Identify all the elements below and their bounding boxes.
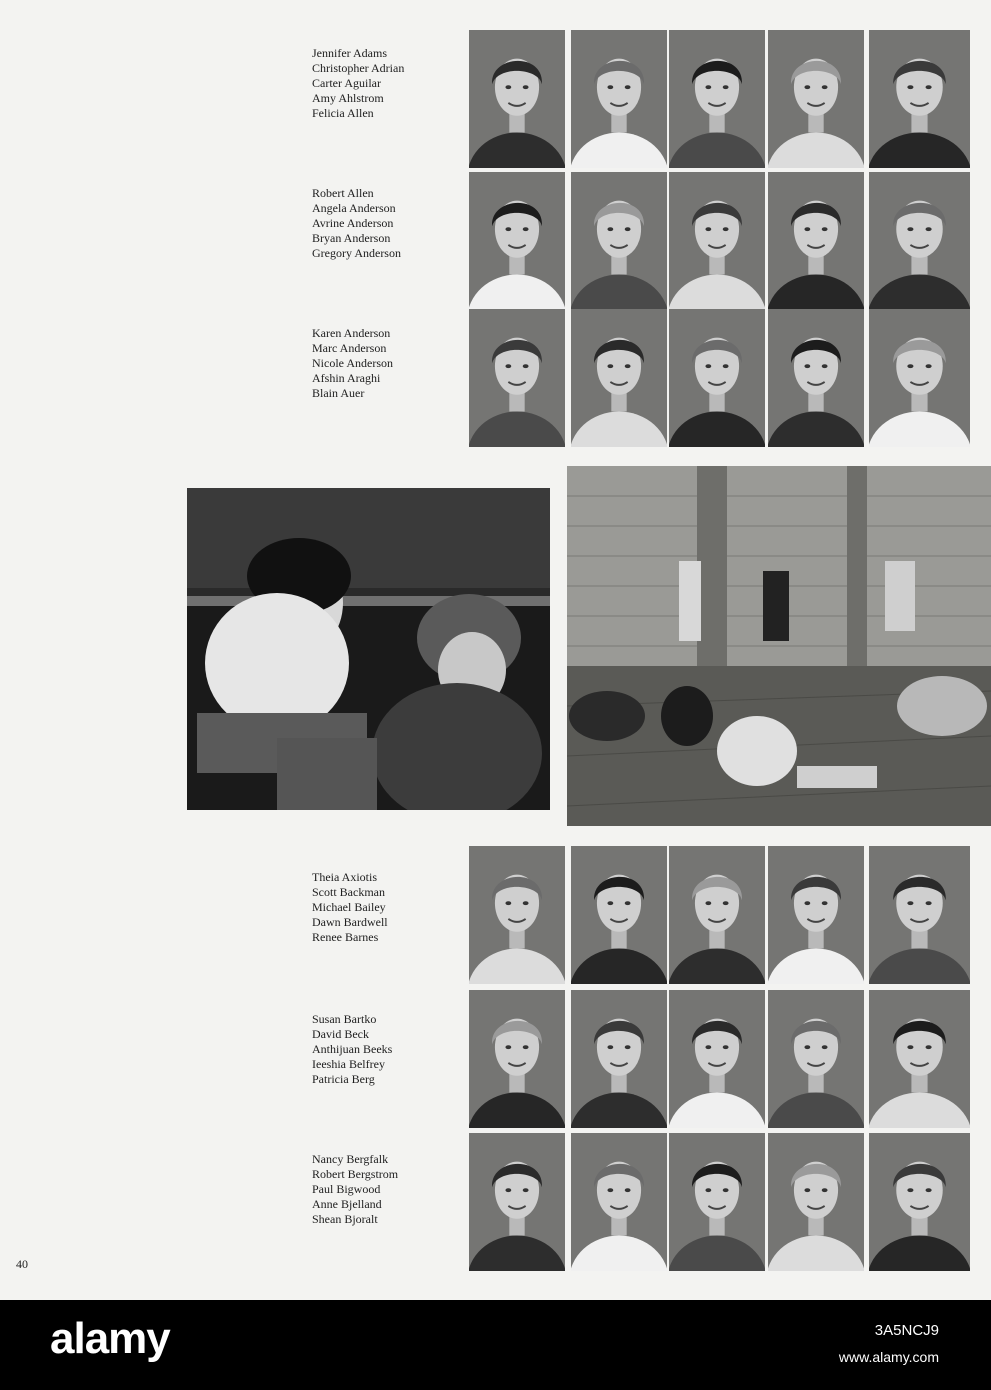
student-name: Ieeshia Belfrey [312, 1057, 385, 1071]
student-portrait [869, 309, 970, 447]
student-name: Shean Bjoralt [312, 1212, 378, 1226]
student-name: Scott Backman [312, 885, 385, 899]
student-portrait [669, 1133, 765, 1271]
student-name: Susan Bartko [312, 1012, 377, 1026]
student-portrait [768, 172, 864, 310]
student-name: Gregory Anderson [312, 246, 401, 260]
student-name: Renee Barnes [312, 930, 379, 944]
student-portrait [469, 30, 565, 168]
student-name: Blain Auer [312, 386, 365, 400]
image-reference [839, 1322, 939, 1365]
student-name: David Beck [312, 1027, 369, 1041]
student-name: Carter Aguilar [312, 76, 381, 90]
student-portrait [669, 30, 765, 168]
name-list [312, 870, 462, 945]
brand-logo: alamy [50, 1314, 170, 1363]
student-portrait [869, 30, 970, 168]
site-url: www.alamy.com [838, 1349, 939, 1365]
student-name: Nancy Bergfalk [312, 1152, 389, 1166]
student-portrait [571, 1133, 667, 1271]
candid-photo-classroom [187, 488, 550, 810]
student-name: Anthijuan Beeks [312, 1042, 393, 1056]
student-name: Bryan Anderson [312, 231, 391, 245]
student-portrait [469, 309, 565, 447]
image-id: 3A5NCJ9 [874, 1322, 939, 1339]
student-portrait [469, 990, 565, 1128]
student-name: Jennifer Adams [312, 46, 387, 60]
student-name: Karen Anderson [312, 326, 391, 340]
student-name: Michael Bailey [312, 900, 386, 914]
student-portrait [469, 846, 565, 984]
student-name: Anne Bjelland [312, 1197, 382, 1211]
student-portrait [669, 990, 765, 1128]
student-portrait [869, 846, 970, 984]
student-name: Amy Ahlstrom [312, 91, 384, 105]
student-name: Nicole Anderson [312, 356, 393, 370]
student-portrait [571, 990, 667, 1128]
student-portrait [669, 846, 765, 984]
student-name: Marc Anderson [312, 341, 387, 355]
student-portrait [768, 846, 864, 984]
student-portrait [869, 1133, 970, 1271]
student-portrait [669, 172, 765, 310]
student-name: Patricia Berg [312, 1072, 375, 1086]
candid-photo-gym [567, 466, 991, 826]
student-name: Avrine Anderson [312, 216, 394, 230]
page-number: 40 [16, 1257, 28, 1271]
student-portrait [669, 309, 765, 447]
student-portrait [571, 30, 667, 168]
student-portrait [571, 846, 667, 984]
student-name: Felicia Allen [312, 106, 374, 120]
name-list [312, 326, 462, 401]
name-list [312, 186, 462, 261]
name-list [312, 1152, 462, 1227]
name-list [312, 46, 462, 121]
student-name: Robert Allen [312, 186, 374, 200]
student-name: Dawn Bardwell [312, 915, 388, 929]
student-portrait [469, 172, 565, 310]
footer-bar [0, 1300, 991, 1390]
student-name: Paul Bigwood [312, 1182, 381, 1196]
student-name: Robert Bergstrom [312, 1167, 399, 1181]
student-portrait [571, 172, 667, 310]
student-portrait [571, 309, 667, 447]
student-portrait [768, 309, 864, 447]
student-portrait [869, 990, 970, 1128]
student-name: Angela Anderson [312, 201, 396, 215]
student-portrait [768, 30, 864, 168]
student-name: Afshin Araghi [312, 371, 381, 385]
student-portrait [469, 1133, 565, 1271]
student-portrait [768, 1133, 864, 1271]
name-list [312, 1012, 462, 1087]
student-name: Theia Axiotis [312, 870, 377, 884]
student-portrait [768, 990, 864, 1128]
student-portrait [869, 172, 970, 310]
student-name: Christopher Adrian [312, 61, 405, 75]
